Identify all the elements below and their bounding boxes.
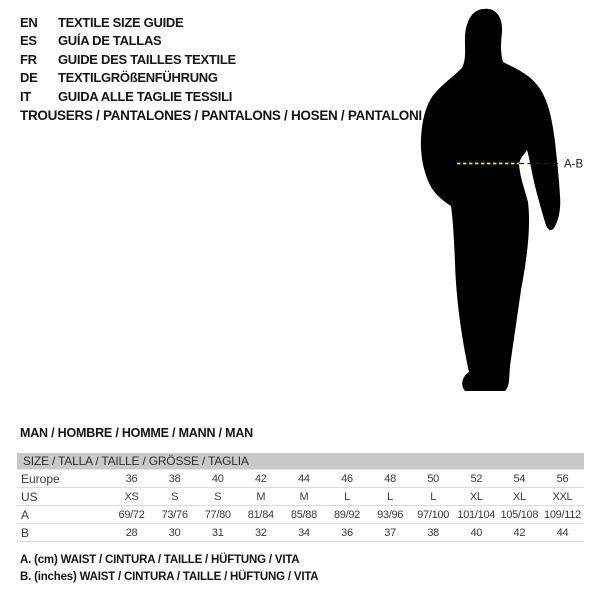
size-cell: 97/100 (417, 508, 450, 521)
size-cell: 42 (513, 526, 526, 539)
size-cell: S (171, 490, 179, 503)
size-cell: 105/108 (500, 508, 539, 521)
table-row (17, 488, 584, 506)
language-label: TEXTILE SIZE GUIDE (58, 14, 184, 30)
size-cell: 38 (427, 526, 439, 539)
size-cell: 44 (556, 526, 569, 539)
size-cell: 101/104 (457, 508, 496, 521)
size-cell: 42 (254, 472, 267, 485)
size-cell: 32 (254, 526, 267, 539)
size-cell: 37 (384, 526, 396, 539)
size-cell: 31 (211, 526, 224, 539)
language-row-it (20, 87, 236, 106)
size-cell: 50 (427, 472, 439, 485)
size-cell: 30 (168, 526, 181, 539)
language-row-es (20, 32, 236, 51)
row-label: B (21, 525, 30, 540)
size-cell: XL (469, 490, 483, 503)
table-row (17, 506, 584, 524)
size-cell: L (344, 490, 350, 503)
size-cell: 73/76 (161, 508, 188, 521)
size-cell: 69/72 (118, 508, 145, 521)
language-row-en (20, 13, 236, 32)
size-cell: 85/88 (290, 508, 317, 521)
note-a-cm: A. (cm) WAIST / CINTURA / TAILLE / HÜFTUNG / VITA (20, 554, 300, 566)
size-cell: 52 (470, 472, 483, 485)
language-label: GUIDA ALLE TAGLIE TESSILI (58, 88, 233, 104)
size-cell: S (214, 490, 222, 503)
note-b-inches: B. (inches) WAIST / CINTURA / TAILLE / HÜFTUNG / VITA (20, 570, 319, 583)
language-code: ES (20, 33, 37, 49)
row-label: Europe (21, 471, 60, 486)
size-table (17, 453, 584, 542)
size-cell: 40 (211, 472, 224, 485)
size-cell: 54 (513, 472, 526, 485)
table-row (17, 469, 584, 488)
language-row-de (20, 69, 236, 88)
size-cell: 93/96 (377, 508, 404, 521)
size-table-header: SIZE / TALLA / TAILLE / GRÖSSE / TAGLIA (17, 453, 584, 469)
size-cell: XL (512, 490, 526, 503)
size-cell: 38 (168, 472, 181, 485)
row-label: US (21, 489, 38, 504)
size-cell: 81/84 (247, 508, 274, 521)
measure-label: A-B (564, 158, 584, 171)
language-code: DE (20, 70, 38, 86)
size-cell: 48 (384, 472, 396, 485)
size-cell: 44 (298, 472, 310, 485)
product-heading: TROUSERS / PANTALONES / PANTALONS / HOSEN / PANTALONI (20, 108, 422, 123)
size-cell: M (256, 490, 266, 503)
language-label: GUÍA DE TALLAS (58, 33, 162, 49)
man-silhouette-figure (415, 0, 600, 400)
table-row (17, 524, 584, 542)
man-silhouette (421, 9, 560, 391)
size-cell: 77/80 (204, 508, 231, 521)
section-heading-man: MAN / HOMBRE / HOMME / MANN / MAN (20, 426, 253, 440)
language-list (20, 13, 236, 106)
size-cell: 40 (470, 526, 483, 539)
size-cell: M (299, 490, 309, 503)
size-cell: 89/92 (333, 508, 360, 521)
measurement-notes (20, 552, 318, 585)
size-cell: XS (124, 490, 139, 503)
size-cell: 28 (125, 526, 138, 539)
size-cell: 34 (298, 526, 310, 539)
language-label: GUIDE DES TAILLES TEXTILE (58, 51, 236, 67)
size-cell: 46 (341, 472, 353, 485)
language-code: FR (20, 51, 37, 67)
size-cell: 36 (341, 526, 353, 539)
language-label: TEXTILGRÖßENFÜHRUNG (58, 70, 218, 86)
size-cell: L (430, 490, 437, 503)
man-silhouette-svg (415, 0, 600, 400)
size-cell: XXL (552, 490, 573, 503)
language-code: IT (20, 88, 31, 104)
size-cell: 56 (556, 472, 569, 485)
size-table-rows (17, 469, 584, 542)
language-row-fr (20, 50, 236, 69)
size-cell: L (387, 490, 393, 503)
row-label: A (21, 507, 30, 522)
language-code: EN (20, 14, 38, 30)
size-cell: 109/112 (544, 508, 581, 521)
size-cell: 36 (125, 472, 138, 485)
